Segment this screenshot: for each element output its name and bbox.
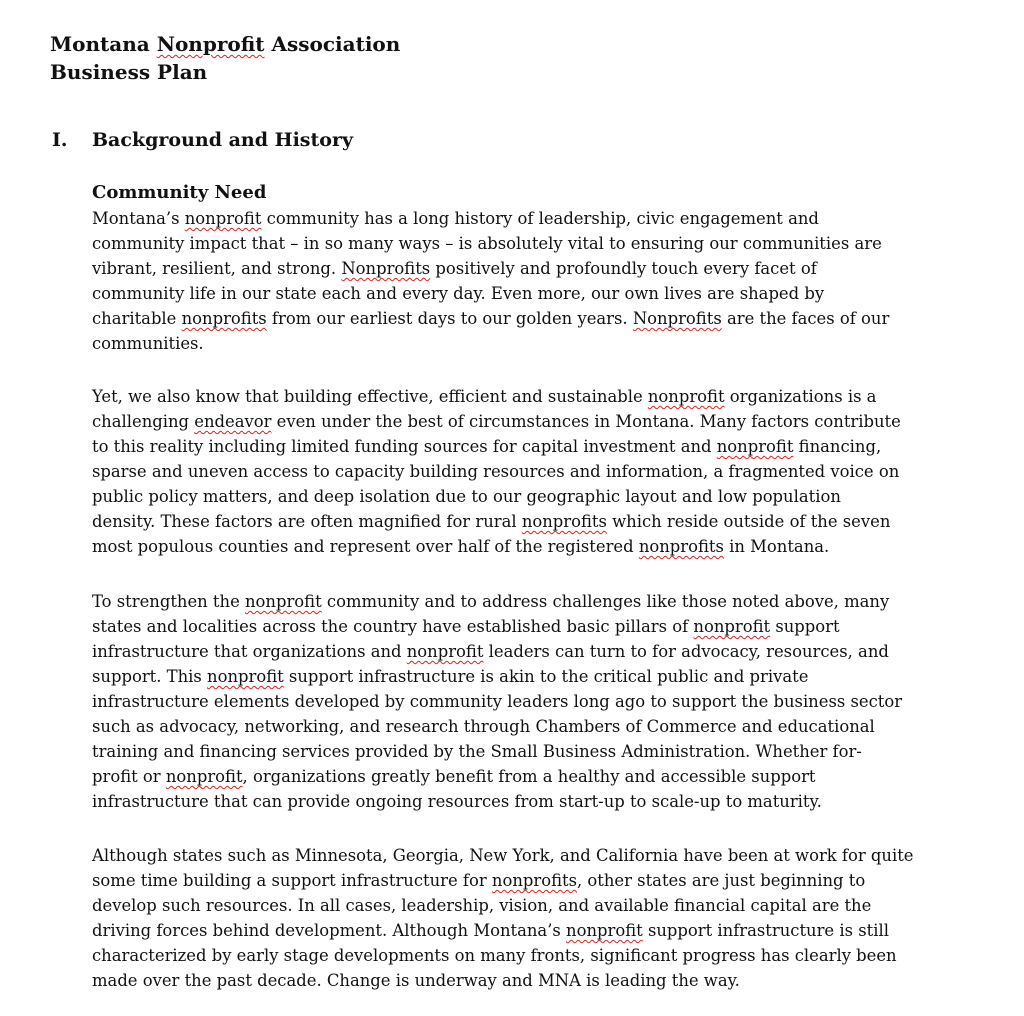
title-line-1-prefix: Montana: [50, 32, 157, 56]
paragraph-3: [92, 589, 992, 814]
paragraph-line: some time building a support infrastructure for nonprofits, other states are just beginning to: [92, 871, 866, 890]
paragraph-line: profit or nonprofit, organizations greatly benefit from a healthy and accessible support: [92, 767, 816, 786]
paragraph-line: Montana’s nonprofit community has a long history of leadership, civic engagement and: [92, 209, 819, 228]
title-line-1-flagged-word: Nonprofit: [156, 32, 265, 56]
paragraph-line: density. These factors are often magnified for rural nonprofits which reside outside of the seven: [92, 512, 891, 531]
paragraph-line: community life in our state each and every day. Even more, our own lives are shaped by: [92, 284, 825, 303]
spellcheck-flagged-word: nonprofit: [693, 617, 771, 636]
spellcheck-flagged-word: nonprofits: [521, 512, 607, 531]
paragraph-line: public policy matters, and deep isolation due to our geographic layout and low population: [92, 487, 841, 506]
paragraph-line: such as advocacy, networking, and research through Chambers of Commerce and educational: [92, 717, 875, 736]
paragraph-line: Although states such as Minnesota, Georgia, New York, and California have been at work for quite: [92, 846, 914, 865]
paragraph-line: driving forces behind development. Although Montana’s nonprofit support infrastructure is still: [92, 921, 889, 940]
spellcheck-flagged-word: nonprofit: [184, 209, 262, 228]
paragraph-line: characterized by early stage developments on many fronts, significant progress has clearly been: [92, 946, 897, 965]
section-number: I.: [52, 129, 68, 151]
spellcheck-flagged-word: nonprofit: [566, 921, 643, 940]
paragraph-line: To strengthen the nonprofit community and to address challenges like those noted above, many: [92, 592, 890, 611]
spellcheck-flagged-word: Nonprofits: [632, 309, 722, 328]
paragraph-line: communities.: [92, 334, 204, 353]
section-title: Background and History: [92, 129, 353, 151]
paragraph-line: made over the past decade. Change is underway and MNA is leading the way.: [92, 971, 740, 990]
paragraph-line: most populous counties and represent over half of the registered nonprofits in Montana.: [92, 537, 830, 556]
paragraph-1: [92, 206, 992, 356]
spellcheck-flagged-word: nonprofits: [491, 871, 577, 890]
paragraph-4: [92, 843, 992, 993]
paragraph-line: infrastructure that can provide ongoing resources from start-up to scale-up to maturity.: [92, 792, 822, 811]
document-title: [50, 30, 400, 86]
paragraph-line: challenging endeavor even under the best of circumstances in Montana. Many factors contribute: [92, 412, 901, 431]
paragraph-line: Yet, we also know that building effective, efficient and sustainable nonprofit organizations is a: [92, 387, 877, 406]
paragraph-line: support. This nonprofit support infrastructure is akin to the critical public and private: [92, 667, 809, 686]
paragraph-line: infrastructure that organizations and nonprofit leaders can turn to for advocacy, resources, and: [92, 642, 889, 661]
paragraph-line: sparse and uneven access to capacity building resources and information, a fragmented voice on: [92, 462, 900, 481]
spellcheck-flagged-word: nonprofit: [406, 642, 484, 661]
spellcheck-flagged-word: endeavor: [194, 412, 272, 431]
spellcheck-flagged-word: nonprofit: [647, 387, 725, 406]
spellcheck-flagged-word: nonprofit: [165, 767, 243, 786]
paragraph-line: training and financing services provided by the Small Business Administration. Whether for-: [92, 742, 862, 761]
paragraph-line: community impact that – in so many ways – is absolutely vital to ensuring our communities are: [92, 234, 882, 253]
paragraph-line: vibrant, resilient, and strong. Nonprofits positively and profoundly touch every facet of: [92, 259, 817, 278]
section-heading: [52, 126, 353, 154]
spellcheck-flagged-word: nonprofits: [638, 537, 724, 556]
title-line-2: Business Plan: [50, 60, 208, 84]
subheading-community-need: Community Need: [92, 182, 267, 203]
spellcheck-flagged-word: nonprofit: [244, 592, 322, 611]
paragraph-line: infrastructure elements developed by community leaders long ago to support the business sector: [92, 692, 903, 711]
spellcheck-flagged-word: Nonprofits: [341, 259, 431, 278]
spellcheck-flagged-word: nonprofits: [181, 309, 267, 328]
paragraph-line: states and localities across the country have established basic pillars of nonprofit support: [92, 617, 840, 636]
paragraph-2: [92, 384, 992, 559]
title-line-1-suffix: Association: [264, 32, 401, 56]
paragraph-line: develop such resources. In all cases, leadership, vision, and available financial capital are the: [92, 896, 872, 915]
paragraph-line: charitable nonprofits from our earliest days to our golden years. Nonprofits are the faces of our: [92, 309, 890, 328]
spellcheck-flagged-word: nonprofit: [207, 667, 284, 686]
spellcheck-flagged-word: nonprofit: [716, 437, 794, 456]
title-line-1: [50, 30, 400, 58]
paragraph-line: to this reality including limited funding sources for capital investment and nonprofit financing,: [92, 437, 882, 456]
